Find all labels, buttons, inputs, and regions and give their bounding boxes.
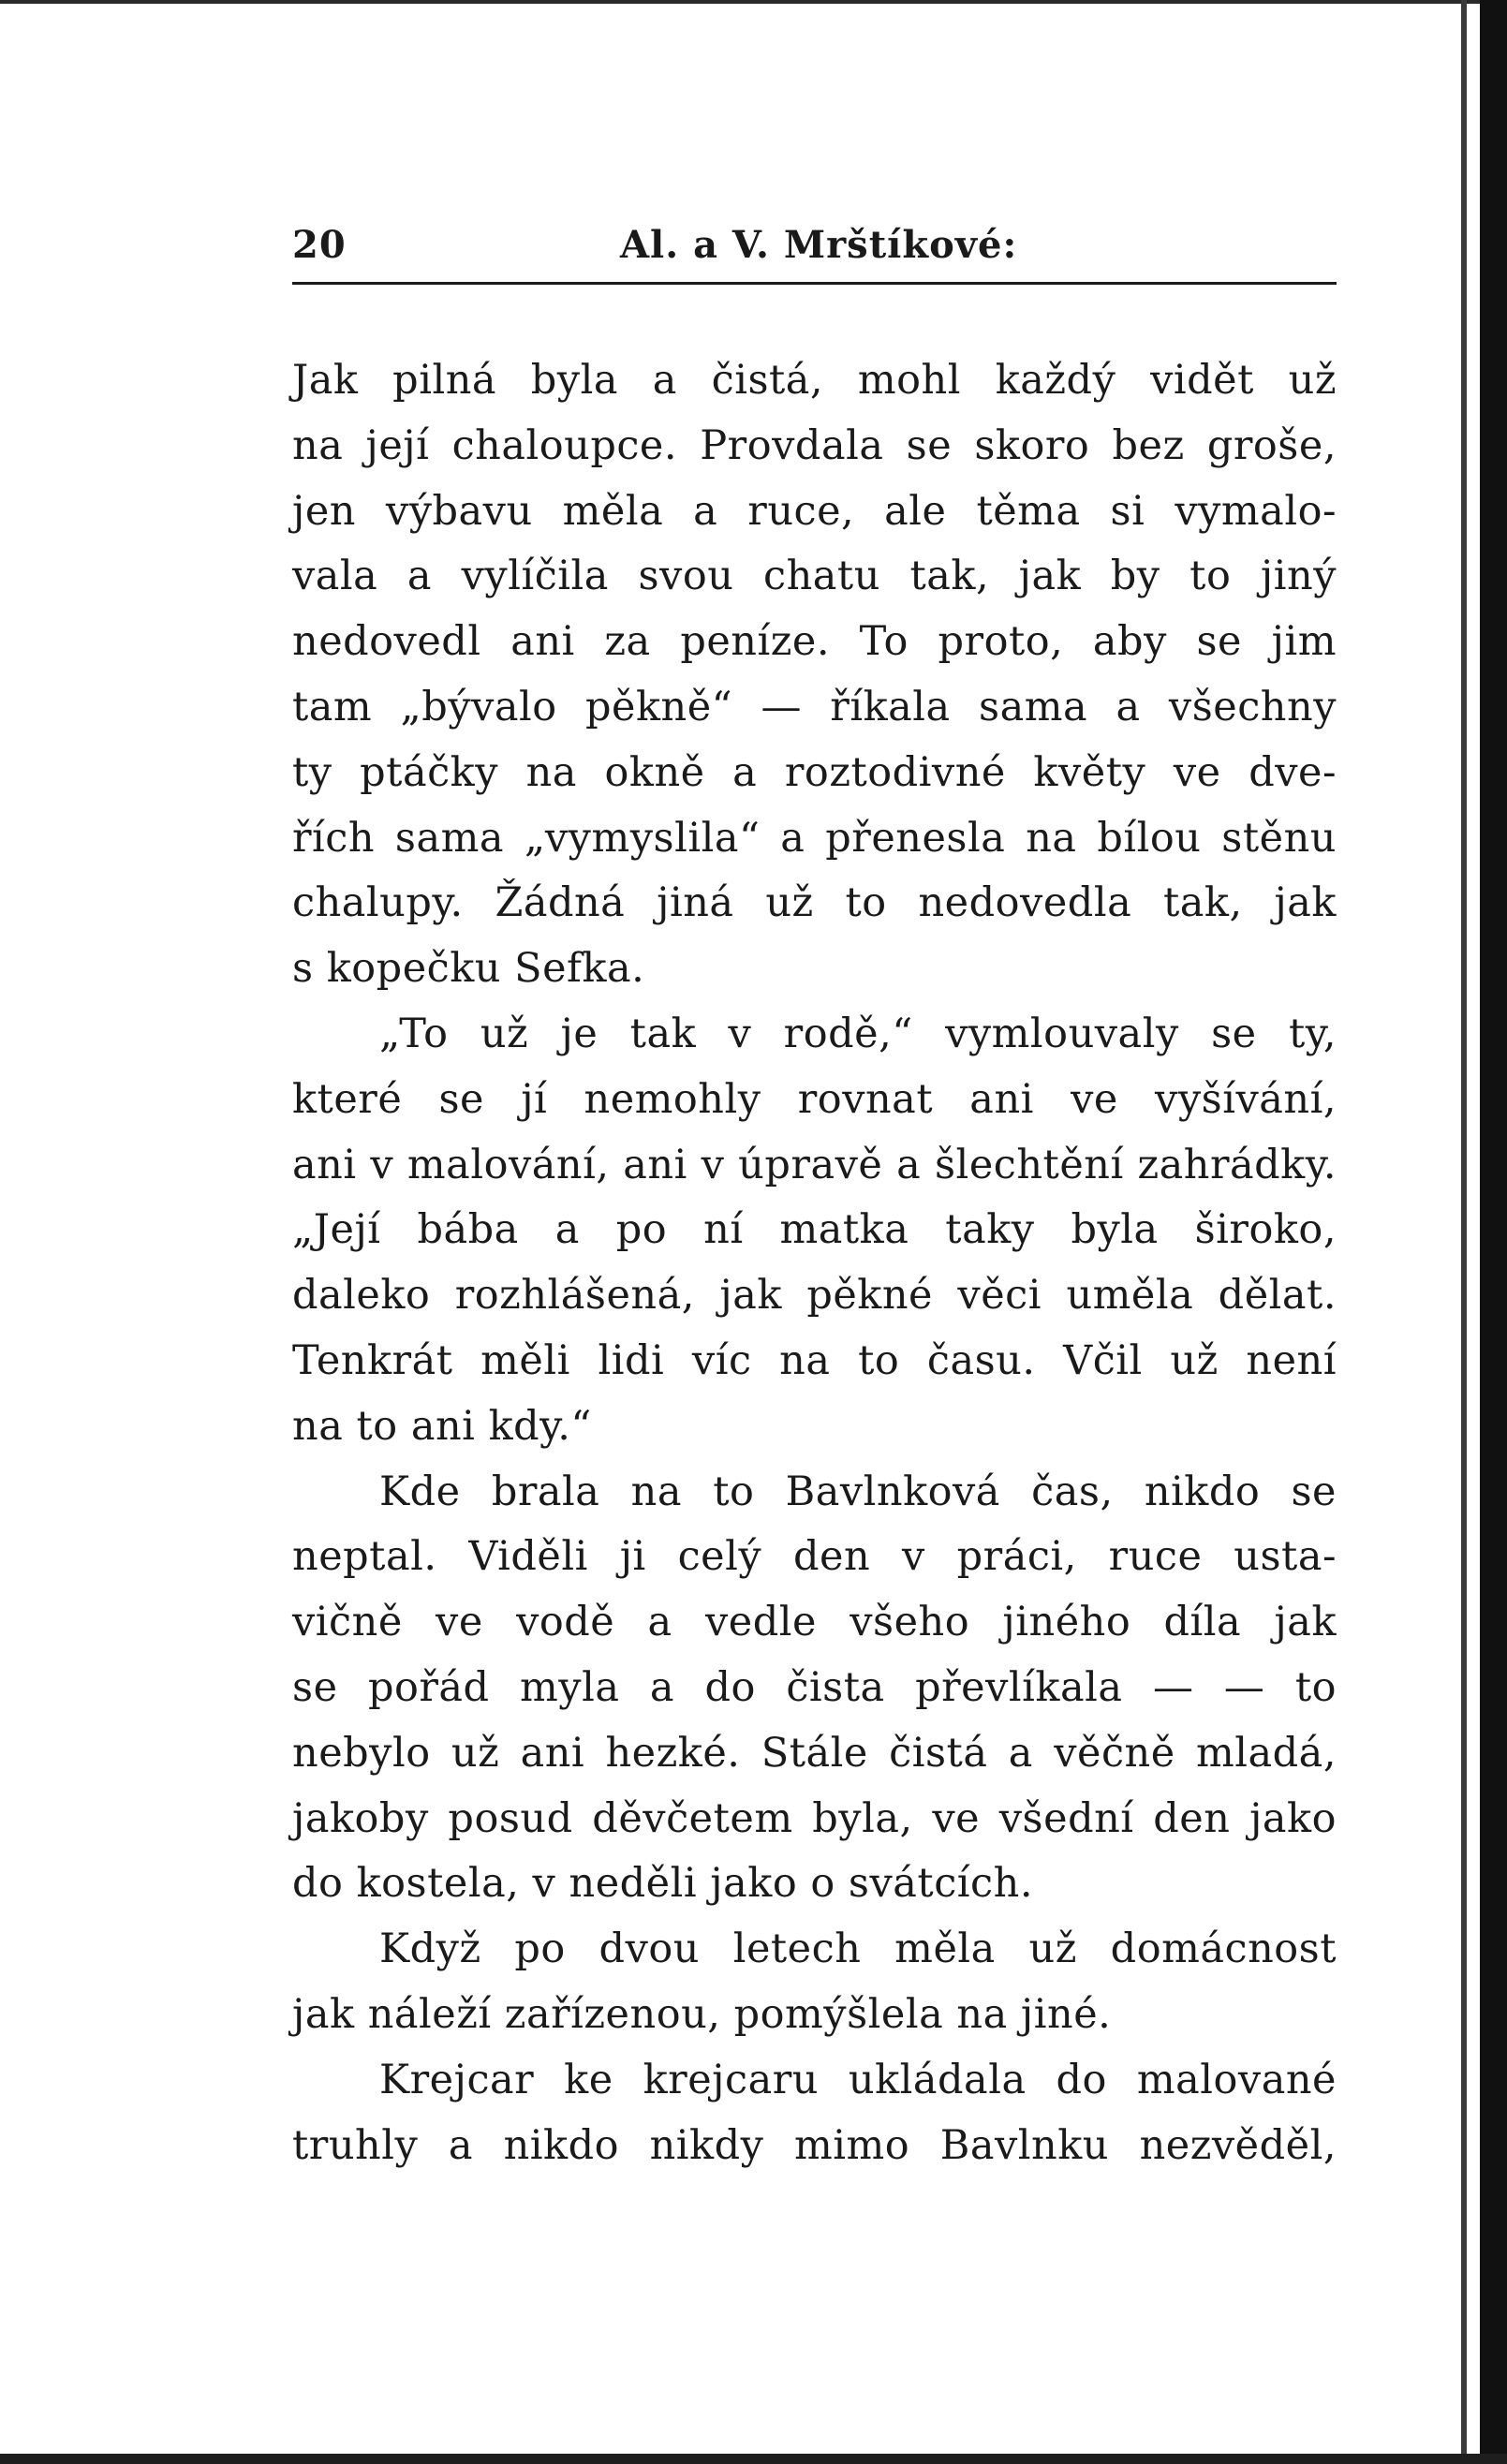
- page-frame-right-outer: [1480, 0, 1507, 2464]
- page-number: 20: [292, 223, 347, 267]
- text-line: jak náleží zařízenou, pomýšlela na jiné.: [292, 1990, 1112, 2038]
- header-rule: [292, 282, 1337, 285]
- text-line: Jak pilná byla a čistá, mohl každý vidět už: [292, 357, 1337, 404]
- running-title: Al. a V. Mrštíkové:: [620, 223, 1018, 267]
- text-line: Krejcar ke krejcaru ukládala do malované: [379, 2056, 1337, 2103]
- text-line: daleko rozhlášená, jak pěkné věci uměla dělat.: [292, 1272, 1337, 1320]
- running-head: [292, 223, 1337, 279]
- text-line: chalupy. Žádná jiná už to nedovedla tak, jak: [292, 879, 1337, 927]
- text-line: truhly a nikdo nikdy mimo Bavlnku nezvěděl,: [292, 2121, 1337, 2169]
- text-line: jen výbavu měla a ruce, ale těma si vymalo-: [292, 487, 1337, 535]
- text-line: nedovedl ani za peníze. To proto, aby se jim: [292, 618, 1337, 666]
- text-line: Tenkrát měli lidi víc na to času. Včil už není: [292, 1336, 1337, 1384]
- text-line: řích sama „vymyslila“ a přenesla na bílou stěnu: [292, 814, 1337, 862]
- text-line: na to ani kdy.“: [292, 1402, 592, 1450]
- text-line: „To už je tak v rodě,“ vymlouvaly se ty,: [379, 1010, 1337, 1057]
- text-line: ani v malování, ani v úpravě a šlechtění zahrádky.: [292, 1141, 1337, 1188]
- text-line: do kostela, v neděli jako o svátcích.: [292, 1860, 1033, 1908]
- page-frame-bottom: [0, 2454, 1507, 2464]
- text-line: Když po dvou letech měla už domácnost: [379, 1925, 1337, 1973]
- text-line: „Její bába a po ní matka taky byla široko,: [292, 1206, 1337, 1254]
- text-line: nebylo už ani hezké. Stále čistá a věčně mladá,: [292, 1729, 1337, 1777]
- text-line: vala a vylíčila svou chatu tak, jak by to jiný: [292, 553, 1337, 600]
- text-line: vičně ve vodě a vedle všeho jiného díla jak: [292, 1599, 1337, 1646]
- text-line: na její chaloupce. Provdala se skoro bez groše,: [292, 421, 1337, 469]
- text-line: s kopečku Sefka.: [292, 945, 645, 993]
- text-line: tam „bývalo pěkně“ — říkala sama a všechny: [292, 683, 1337, 730]
- page-frame-right-inner: [1461, 0, 1467, 2464]
- text-line: neptal. Viděli ji celý den v práci, ruce usta-: [292, 1533, 1337, 1581]
- page-frame-top: [0, 0, 1507, 4]
- text-line: ty ptáčky na okně a roztodivné květy ve dve-: [292, 748, 1337, 796]
- text-line: jakoby posud děvčetem byla, ve všední den jako: [292, 1794, 1337, 1842]
- body-text: [292, 348, 1337, 2178]
- text-line: Kde brala na to Bavlnková čas, nikdo se: [379, 1468, 1337, 1515]
- text-line: se pořád myla a do čista převlíkala — — to: [292, 1663, 1337, 1711]
- text-line: které se jí nemohly rovnat ani ve vyšívání,: [292, 1075, 1337, 1123]
